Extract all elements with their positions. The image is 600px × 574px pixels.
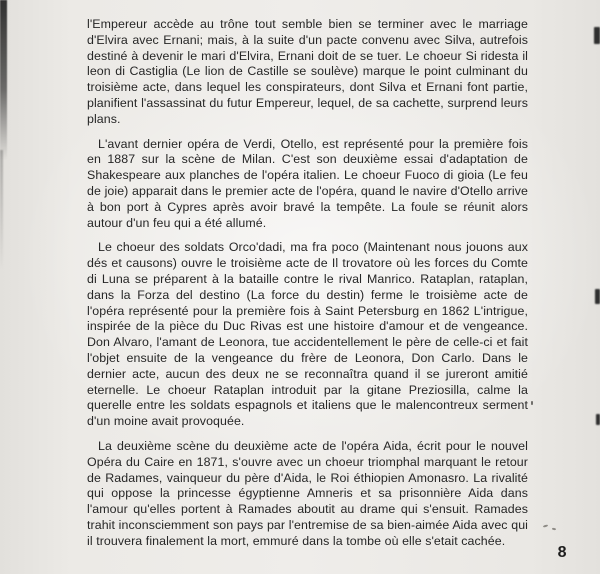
scan-edge-artifact [0, 150, 3, 270]
paragraph-trovatore-forza: Le choeur des soldats Orco'dadi, ma fra poco (Maintenant nous jouons aux dés et causons) ouvre le troisième acte de Il trovatore où les forces du Comte di Luna se préparent à la bataille contre le rival Manrico. Rataplan, rataplan, dans la Forza del destino (La force du destin) ferme le troisième acte de l'opéra représenté pour la première fois à Saint Petersburg en 1862 L'intrigue, inspirée de la pièce du Duc Rivas est une histoire d'amour et de vengeance. Don Alvaro, l'amant de Leonora, tue accidentellement le père de celle-ci et fait l'objet ensuite de la vengeance du frère de Leonora, Don Carlo. Dans le dernier acte, aucun des deux ne se reconnaîtra quand il se jureront amitié eternelle. Le choeur Rataplan introduit par la gitane Preziosilla, calme la querelle entre les soldats espagnols et italiens que le malencontreux serment d'un moine avait provoquée. [87, 240, 528, 429]
scan-edge-artifact [0, 0, 7, 160]
scan-mark-artifact [595, 289, 600, 304]
scan-mark-artifact [596, 414, 600, 425]
paragraph-ernani: l'Empereur accède au trône tout semble bien se terminer avec le marriage d'Elvira avec Ernani; mais, à la suite d'un pacte convenu avec Silva, autrefois destiné à devenir le mari d'Elvira, Ernani doit de se tuer. Le choeur Si ridesta il leon di Castiglia (Le lion de Castille se soulève) marque le point culminant du troisième acte, dans lequel les conspirateurs, dont Silva et Ernani font partie, planifient l'assassinat du futur Empereur, lequel, de sa cachette, surprend leurs plans. [87, 17, 528, 126]
scan-mark-artifact [594, 27, 600, 44]
paragraph-otello: L'avant dernier opéra de Verdi, Otello, est représenté pour la première fois en 1887 sur la scène de Milan. C'est son deuxième essai d'adaptation de Shakespeare aux planches de l'opéra italien. Le choeur Fuoco di gioia (Le feu de joie) apparait dans le premier acte de l'opéra, quand le navire d'Otello arrive à bon port à Cypres après avoir bravé la tempête. La foule se réunit alors autour d'un feu qui a été allumé. [87, 136, 528, 230]
scan-speck-artifact [552, 528, 556, 531]
paragraph-aida: La deuxième scène du deuxième acte de l'opéra Aida, écrit pour le nouvel Opéra du Caire en 1871, s'ouvre avec un choeur triomphal marquant le retour de Radames, vainqueur du père d'Aida, le Roi éthiopien Amonasro. La rivalité qui oppose la princesse égyptienne Amneris et sa prisonnière Aida dans l'amour qu'elles portent à Ramades aboutit au drame qui s'ensuit. Ramades trahit inconsciemment son pays par l'entremise de sa bien-aimée Aida avec qui il trouvera finalement la mort, emmuré dans la tombe où elle s'etait cachée. [87, 438, 528, 548]
text-block [87, 17, 528, 559]
scan-speck-artifact [531, 401, 533, 405]
page-number: 8 [557, 544, 567, 561]
scan-speck-artifact [543, 524, 548, 527]
